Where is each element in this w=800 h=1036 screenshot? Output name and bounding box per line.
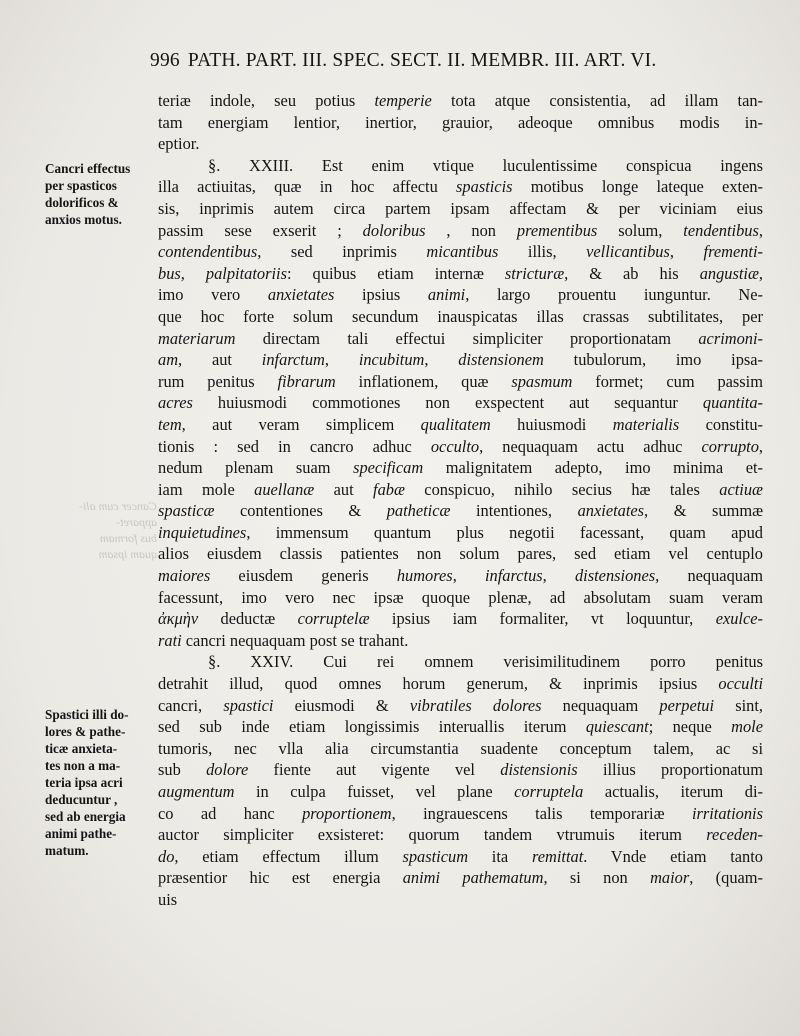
roman-run: , <box>324 350 359 370</box>
italic-run: dolore <box>206 760 249 780</box>
text-line <box>158 673 763 695</box>
roman-run: , non <box>425 220 517 240</box>
roman-run: rum penitus <box>158 371 278 391</box>
text-line <box>158 371 763 393</box>
italic-run: exulce- <box>715 609 763 629</box>
italic-run: infarctus <box>485 566 543 586</box>
italic-run: perpetui <box>659 695 715 715</box>
roman-run: huiusmodi <box>490 414 613 434</box>
roman-run: , largo prouentu iunguntur. Ne- <box>465 285 763 305</box>
text-line <box>158 414 763 436</box>
italic-run: prementibus <box>516 220 598 240</box>
italic-run: proportionem <box>302 803 392 823</box>
text-line <box>158 133 763 155</box>
text-line <box>158 349 763 371</box>
italic-run: maior <box>650 868 690 888</box>
roman-run: actualis, iterum di- <box>583 782 763 801</box>
roman-run: illa actiuitas, quæ in hoc affectu <box>158 177 457 197</box>
roman-run: §. XXIII. Est enim vtique luculentissime conspicua ingens <box>208 155 763 175</box>
roman-run: sed sub inde etiam longissimis interuallis iterum <box>158 717 586 737</box>
italic-run: materialis <box>612 414 680 434</box>
italic-run: distensionem <box>458 350 544 370</box>
roman-run: illius proportionatum <box>577 760 763 780</box>
italic-run: anxietates <box>267 285 335 305</box>
italic-run: spastici <box>223 695 274 715</box>
italic-run: anxietates <box>577 501 645 521</box>
roman-run: ita <box>468 846 532 866</box>
roman-run: , <box>758 436 763 456</box>
italic-run: corruptela <box>514 782 584 801</box>
roman-run: solum, <box>597 220 684 240</box>
margin-note-line: Cancri effectus <box>45 161 131 176</box>
italic-run: auellanæ <box>254 479 315 499</box>
roman-run: sint, <box>714 695 764 715</box>
italic-run: infarctum <box>261 350 325 370</box>
italic-run: quiescant <box>585 717 649 737</box>
ghost-line: quam ipsam <box>98 547 157 561</box>
roman-run: sis, inprimis autem circa partem ipsam affectam & per viciniam eius <box>158 198 763 218</box>
text-line <box>158 889 763 911</box>
italic-run: spasmum <box>511 371 573 391</box>
italic-run: incubitum <box>358 350 425 370</box>
running-header <box>150 50 760 72</box>
italic-run: palpitatoriis <box>205 263 287 283</box>
text-line <box>158 608 763 630</box>
text-line <box>158 695 763 717</box>
margin-note-spastic-pains <box>45 706 157 859</box>
margin-note-line: ticæ anxieta- <box>45 741 118 756</box>
text-line <box>158 587 763 609</box>
roman-run: , nequaquam <box>655 566 763 586</box>
italic-run: corrupto <box>701 436 759 456</box>
bleed-through-text <box>45 498 157 562</box>
italic-run: qualitatem <box>420 414 491 434</box>
roman-run: directam tali effectui simpliciter proportionatam <box>235 328 699 348</box>
roman-run: ipsius <box>334 285 428 305</box>
text-line <box>158 263 763 285</box>
italic-run: animi <box>427 285 466 305</box>
roman-run: præsentior hic est energia <box>158 868 403 888</box>
italic-run: spasticis <box>456 177 513 197</box>
ghost-line: bus formam <box>99 531 157 545</box>
italic-run: am <box>158 350 179 370</box>
italic-run: vibratiles dolores <box>409 695 542 715</box>
italic-run: receden- <box>706 825 763 845</box>
text-line <box>158 565 763 587</box>
margin-note-line: tes non a ma- <box>45 758 121 773</box>
roman-run: nequaquam <box>541 695 660 715</box>
text-line <box>158 328 763 350</box>
italic-run: inquietudines <box>158 522 247 542</box>
italic-run: distensiones <box>574 566 656 586</box>
roman-run: , (quam- <box>689 868 764 888</box>
margin-note-line: Spastici illi do- <box>45 707 129 722</box>
italic-run: spasticum <box>402 846 469 866</box>
text-line <box>158 522 763 544</box>
text-line <box>158 846 763 868</box>
text-line <box>158 306 763 328</box>
italic-run: augmentum <box>158 782 235 801</box>
roman-run: ipsius iam formaliter, vt loquuntur, <box>369 609 716 629</box>
roman-run: tota atque consistentia, ad illam tan- <box>431 91 764 110</box>
italic-run: acres <box>158 393 193 413</box>
italic-run: specificam <box>353 458 424 478</box>
italic-run: animi pathematum <box>402 868 544 888</box>
text-line <box>158 759 763 781</box>
roman-run: nedum plenam suam <box>158 458 354 478</box>
roman-run: , <box>542 566 575 586</box>
italic-run: spasticæ <box>158 501 215 521</box>
margin-note-line: dolorificos & <box>45 195 119 210</box>
ghost-line: apparet- <box>116 515 157 529</box>
text-line <box>158 543 763 565</box>
italic-run: distensionis <box>500 760 578 780</box>
italic-run: irritationis <box>691 803 763 823</box>
margin-note-line: teria ipsa acri <box>45 775 123 790</box>
text-line <box>158 241 763 263</box>
italic-run: temperie <box>374 91 432 110</box>
roman-run: uis <box>158 889 178 909</box>
roman-run: , <box>452 566 485 586</box>
italic-run: doloribus <box>362 220 426 240</box>
roman-run: tumoris, nec vlla alia circumstantia suadente conceptum talem, ac si <box>158 738 763 758</box>
roman-run: aut <box>314 479 374 499</box>
roman-run: cancri nequaquam post se trahant. <box>181 630 409 650</box>
roman-run: , <box>669 242 704 262</box>
roman-run: , & ab his <box>564 263 700 283</box>
italic-run: tendentibus <box>683 220 759 240</box>
roman-run: , <box>424 350 459 370</box>
italic-run: ἀκμὴν <box>158 609 199 629</box>
text-line <box>158 500 763 522</box>
roman-run: deductæ <box>198 609 298 629</box>
text-line <box>158 867 763 889</box>
margin-note-line: matum. <box>45 843 89 858</box>
roman-run: detrahit illud, quod omnes horum generum, & inprimis ipsius <box>158 674 719 694</box>
text-line <box>158 803 763 825</box>
margin-note-line: per spasticos <box>45 178 117 193</box>
roman-run: , & summæ <box>644 501 764 521</box>
roman-run: auctor simpliciter exsisteret: quorum tandem vtrumuis iterum <box>158 825 707 845</box>
margin-note-line: lores & pathe- <box>45 724 126 739</box>
roman-run: eiusdem generis <box>210 566 397 586</box>
italic-run: mole <box>731 717 763 737</box>
roman-run: intentiones, <box>450 501 578 521</box>
text-line <box>158 630 763 652</box>
margin-note-line: sed ab energia <box>45 809 126 824</box>
roman-run: malignitatem adepto, imo minima et- <box>423 458 763 478</box>
text-line <box>158 781 763 803</box>
roman-run: facessunt, imo vero nec ipsæ quoque plenæ, ad absolutam suam veram <box>158 587 763 607</box>
italic-run: frementi- <box>703 242 764 262</box>
roman-run: formet; cum passim <box>572 371 763 391</box>
roman-run: , etiam effectum illum <box>174 846 403 866</box>
italic-run: maiores <box>158 566 211 586</box>
italic-run: occulto <box>430 436 480 456</box>
text-line <box>158 220 763 242</box>
italic-run: bus <box>158 263 181 283</box>
roman-run: co ad hanc <box>158 803 303 823</box>
text-line <box>158 112 763 134</box>
roman-run: in culpa fuisset, vel plane <box>234 782 515 801</box>
italic-run: stricturæ <box>504 263 565 283</box>
italic-run: humores <box>396 566 453 586</box>
roman-run: , <box>180 263 206 283</box>
margin-note-line: anxios motus. <box>45 212 122 227</box>
text-line <box>158 479 763 501</box>
roman-run: fiente aut vigente vel <box>248 760 501 780</box>
roman-run: . Vnde etiam tanto <box>583 846 764 866</box>
roman-run: , aut veram simplicem <box>181 414 421 434</box>
italic-run: micantibus <box>426 242 499 262</box>
roman-run: , nequaquam actu adhuc <box>479 436 702 456</box>
roman-run: , aut <box>178 350 262 370</box>
roman-run: alios eiusdem classis patientes non solum pares, sed etiam vel centuplo <box>158 544 763 564</box>
italic-run: vellicantibus <box>586 242 670 262</box>
roman-run: ; neque <box>648 717 732 737</box>
roman-run: inflationem, quæ <box>335 371 512 391</box>
italic-run: quantita- <box>702 393 763 413</box>
italic-run: patheticæ <box>386 501 451 521</box>
roman-run: , ingrauescens talis temporariæ <box>391 803 692 823</box>
italic-run: actiuæ <box>719 479 763 499</box>
italic-run: do <box>158 846 175 866</box>
roman-run: eptior. <box>158 134 200 154</box>
italic-run: remittat <box>531 846 584 866</box>
text-line <box>158 155 763 177</box>
roman-run: , immensum quantum plus negotii facessant, quam apud <box>246 522 763 542</box>
roman-run: passim sese exserit ; <box>158 220 363 240</box>
roman-run: , si non <box>543 868 651 888</box>
text-line <box>158 90 763 112</box>
text-line <box>158 198 763 220</box>
margin-note-cancer-effects <box>45 160 157 228</box>
roman-run: §. XXIV. Cui rei omnem verisimilitudinem porro penitus <box>208 652 763 672</box>
roman-run: sub <box>158 760 207 780</box>
text-line <box>158 457 763 479</box>
text-line <box>158 738 763 760</box>
italic-run: angustiæ <box>699 263 759 283</box>
roman-run: illis, <box>498 242 587 262</box>
italic-run: rati <box>158 630 182 650</box>
roman-run: imo vero <box>158 285 268 305</box>
body-text <box>158 90 763 911</box>
italic-run: acrimoni- <box>698 328 763 348</box>
text-line <box>158 392 763 414</box>
italic-run: corruptelæ <box>297 609 370 629</box>
roman-run: motibus longe lateque exten- <box>512 177 763 197</box>
page-number: 996 <box>150 50 180 71</box>
italic-run: contendentibus <box>158 242 258 262</box>
roman-run: eiusmodi & <box>273 695 410 715</box>
italic-run: fabæ <box>373 479 405 499</box>
text-line <box>158 716 763 738</box>
italic-run: materiarum <box>158 328 236 348</box>
text-line <box>158 651 763 673</box>
italic-run: occulti <box>718 674 763 694</box>
roman-run: , <box>758 220 763 240</box>
roman-run: constitu- <box>679 414 763 434</box>
roman-run: teriæ indole, seu potius <box>158 91 375 110</box>
roman-run: cancri, <box>158 695 224 715</box>
roman-run: tam energiam lentior, inertior, grauior, adeoque omnibus modis in- <box>158 112 763 132</box>
italic-run: fibrarum <box>277 371 336 391</box>
roman-run: iam mole <box>158 479 255 499</box>
ghost-line: Cancer cum ali- <box>79 499 157 513</box>
italic-run: tem <box>158 414 182 434</box>
roman-run: , sed inprimis <box>257 242 427 262</box>
text-line <box>158 176 763 198</box>
roman-run: conspicuo, nihilo secius hæ tales <box>404 479 720 499</box>
roman-run: tionis : sed in cancro adhuc <box>158 436 431 456</box>
margin-note-line: deducuntur , <box>45 792 118 807</box>
running-title: PATH. PART. III. SPEC. SECT. II. MEMBR. III. ART. VI. <box>187 50 657 71</box>
roman-run: : quibus etiam internæ <box>286 263 505 283</box>
margin-note-line: animi pathe- <box>45 826 117 841</box>
text-line <box>158 824 763 846</box>
text-line <box>158 436 763 458</box>
roman-run: , <box>758 263 763 283</box>
roman-run: tubulorum, imo ipsa- <box>543 350 764 370</box>
roman-run: contentiones & <box>214 501 387 521</box>
roman-run: huiusmodi commotiones non exspectent aut sequantur <box>192 393 703 413</box>
text-line <box>158 284 763 306</box>
roman-run: que hoc forte solum secundum inauspicatas illas crassas subtilitates, per <box>158 306 763 326</box>
